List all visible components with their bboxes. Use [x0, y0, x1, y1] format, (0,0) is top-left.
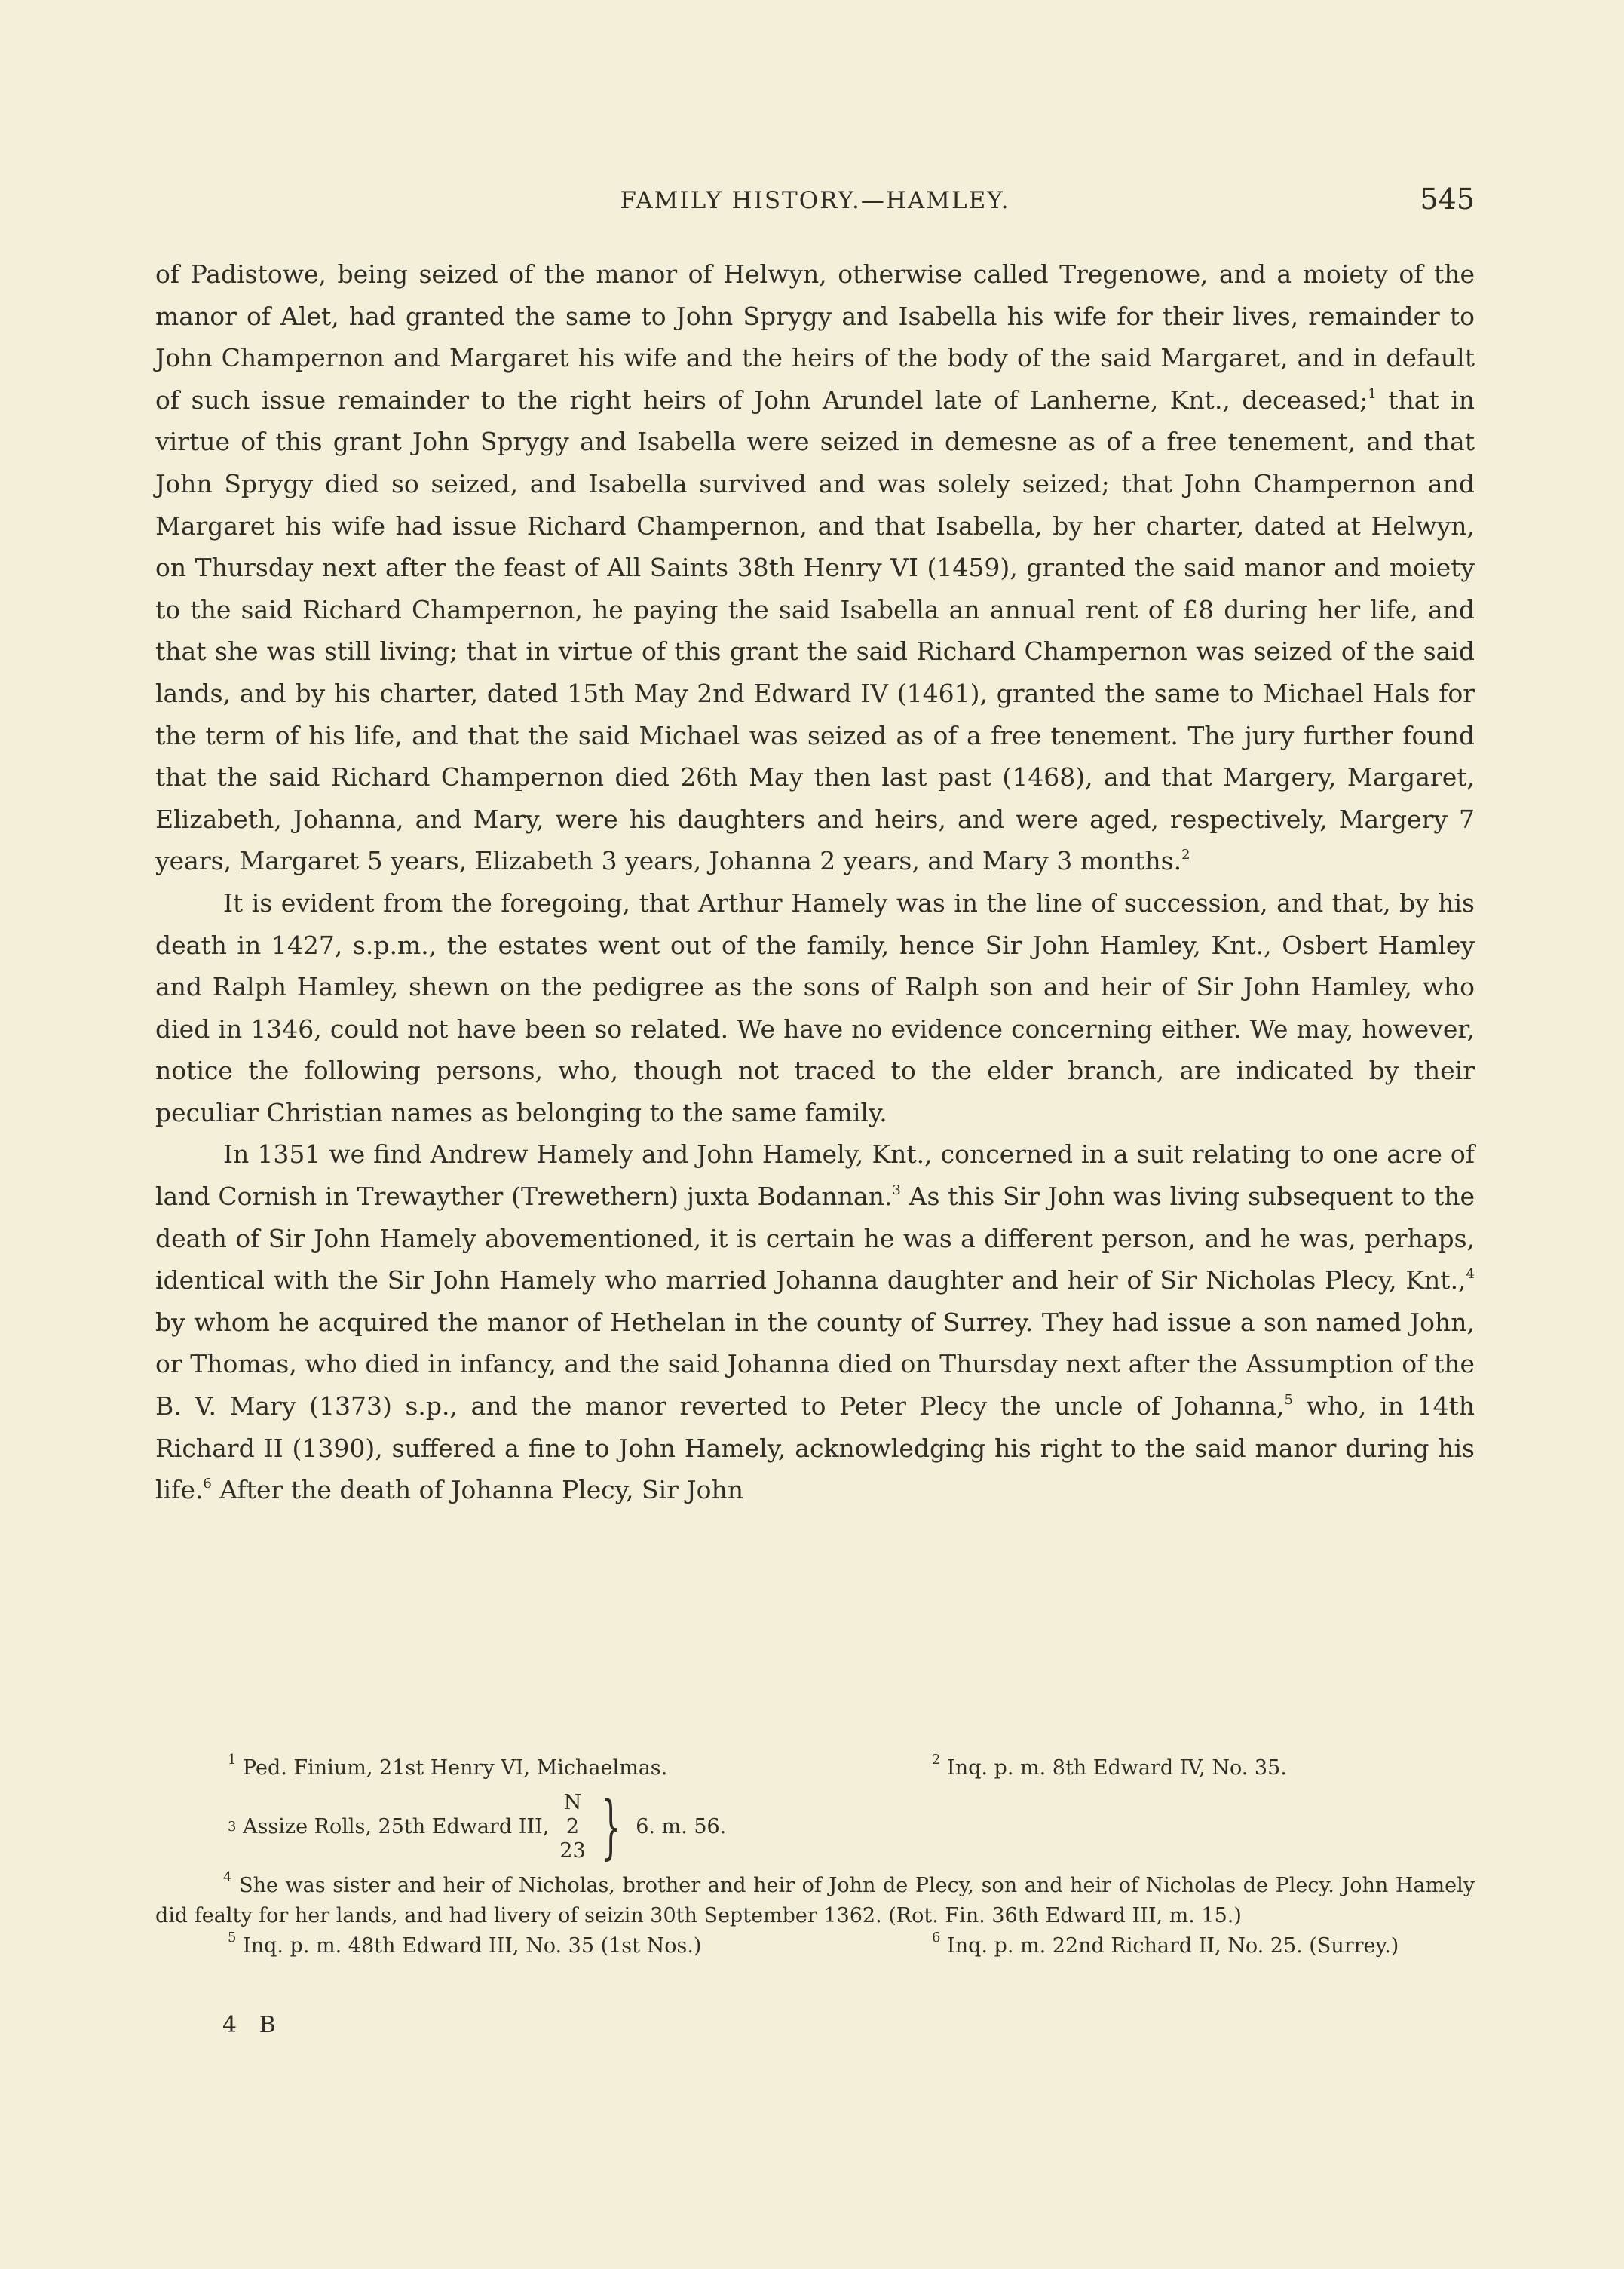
paragraph-3	[155, 1133, 1475, 1510]
footnote-6-text: Inq. p. m. 22nd Richard II, No. 25. (Surrey.)	[947, 1934, 1399, 1958]
page-number: 545	[1420, 182, 1475, 216]
footnote-1-marker: 1	[228, 1752, 237, 1768]
paragraph-1	[155, 253, 1475, 882]
footnote-3-stack-top: N	[563, 1791, 582, 1814]
text-run: of Padistowe, being seized of the manor of Helwyn, otherwise called Tregenowe, and a moiety of the manor of Alet, had granted the same to John Sprygy and Isabella his wife for their lives, remainder to John Champernon and Margaret his wife and the heirs of the body of the said Margaret, and in default of such issue remainder to the right heirs of John Arundel late of Lanherne, Knt., deceased;	[155, 259, 1475, 415]
footnote-3-suffix: 6. m. 56.	[636, 1815, 727, 1838]
footnote-3-text: Assize Rolls, 25th Edward III,	[243, 1815, 550, 1838]
footnote-3-brace: }	[600, 1786, 621, 1867]
text-run: In 1351 we find Andrew Hamely and John Hamely, Knt., concerned in a suit relating to one acre of land Cornish in Trewayther (Trewethern) juxta Bodannan.	[155, 1139, 1475, 1212]
footnote-3-stack-mid: 2	[565, 1815, 580, 1838]
signature-mark: 4 B	[222, 2012, 283, 2038]
footnote-5-text: Inq. p. m. 48th Edward III, No. 35 (1st Nos.)	[243, 1934, 702, 1958]
footnotes	[155, 1753, 1475, 1961]
footnote-6	[932, 1931, 1475, 1961]
footnote-3-reference-stack	[559, 1791, 585, 1863]
footnote-5-marker: 5	[228, 1930, 237, 1946]
footnote-row-5-6	[155, 1931, 1475, 1961]
footnote-3: 3 Assize Rolls, 25th Edward III, N 2 23 } 6. m. 56.	[228, 1786, 727, 1867]
body-text	[155, 253, 1475, 1511]
footnote-2-text: Inq. p. m. 8th Edward IV, No. 35.	[947, 1756, 1287, 1780]
footnote-2	[932, 1753, 1475, 1783]
footnote-2-marker: 2	[932, 1752, 941, 1768]
footnote-1-text: Ped. Finium, 21st Henry VI, Michaelmas.	[243, 1756, 668, 1780]
text-run: that in virtue of this grant John Sprygy and Isabella were seized in demesne as of a free tenement, and that John Sprygy died so seized, and Isabella survived and was solely seized; that John Champernon and Margaret his wife had issue Richard Champernon, and that Isabella, by her charter, dated at Helwyn, on Thursday next after the feast of All Saints 38th Henry VI (1459), granted the said manor and moiety to the said Richard Champernon, he paying the said Isabella an annual rent of £8 during her life, and that she was still living; that in virtue of this grant the said Richard Champernon was seized of the said lands, and by his charter, dated 15th May 2nd Edward IV (1461), granted the same to Michael Hals for the term of his life, and that the said Michael was seized as of a free tenement. The jury further found that the said Richard Champernon died 26th May then last past (1468), and that Margery, Margaret, Elizabeth, Johanna, and Mary, were his daughters and heirs, and were aged, respectively, Margery 7 years, Margaret 5 years, Elizabeth 3 years, Johanna 2 years, and Mary 3 months.	[155, 385, 1475, 876]
text-run: It is evident from the foregoing, that Arthur Hamely was in the line of succession, and that, by his death in 1427, s.p.m., the estates went out of the family, hence Sir John Hamley, Knt., Osbert Hamley and Ralph Hamley, shewn on the pedigree as the sons of Ralph son and heir of Sir John Hamley, who died in 1346, could not have been so related. We have no evidence concerning either. We may, however, notice the following persons, who, though not traced to the elder branch, are indicated by their peculiar Christian names as belonging to the same family.	[155, 888, 1475, 1127]
text-run: After the death of Johanna Plecy, Sir John	[211, 1475, 743, 1505]
text-run: As this Sir John was living subsequent to the death of Sir John Hamely abovementioned, it is certain he was a different person, and he was, perhaps, identical with the Sir John Hamely who married Johanna daughter and heir of Sir Nicholas Plecy, Knt.,	[155, 1182, 1475, 1295]
footnote-reference: 6	[203, 1476, 212, 1492]
text-run: who, in 14th Richard II (1390), suffered a fine to John Hamely, acknowledging his right to the said manor during his life.	[155, 1391, 1475, 1505]
footnote-4-marker: 4	[223, 1869, 232, 1885]
running-header	[155, 182, 1475, 225]
footnote-reference: 2	[1181, 847, 1190, 863]
footnote-reference: 5	[1284, 1392, 1293, 1409]
text-run: by whom he acquired the manor of Hethelan in the county of Surrey. They had issue a son named John, or Thomas, who died in infancy, and the said Johanna died on Thursday next after the Assumption of the B. V. Mary (1373) s.p., and the manor reverted to Peter Plecy the uncle of Johanna,	[155, 1307, 1475, 1421]
running-title: FAMILY HISTORY.—HAMLEY.	[620, 187, 1010, 214]
footnote-1	[155, 1753, 932, 1783]
footnote-4	[155, 1871, 1475, 1931]
footnote-reference: 3	[892, 1182, 901, 1199]
paragraph-2	[155, 882, 1475, 1134]
footnote-row-1-2	[155, 1753, 1475, 1783]
footnote-4-text: She was sister and heir of Nicholas, brother and heir of John de Plecy, son and heir of Nicholas de Plecy. John Hamely did fealty for her lands, and had livery of seizin 30th September 1362. (Rot. Fin. 36th Edward III, m. 15.)	[155, 1874, 1475, 1927]
footnote-reference: 1	[1368, 385, 1377, 402]
footnote-5	[155, 1931, 932, 1961]
footnote-reference: 4	[1466, 1266, 1475, 1283]
footnote-3-stack-bottom: 23	[559, 1839, 586, 1863]
footnote-6-marker: 6	[932, 1930, 941, 1946]
